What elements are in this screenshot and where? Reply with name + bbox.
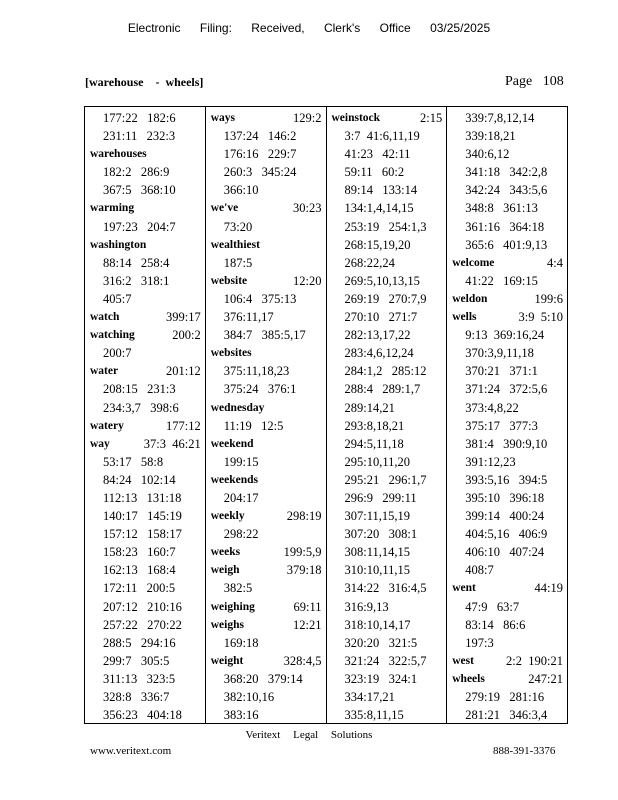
word-index-table <box>84 106 568 724</box>
index-ref-line: 320:20 321:5 <box>344 635 418 650</box>
index-first-ref: 199:6 <box>534 291 563 306</box>
index-ref-line: 318:10,14,17 <box>344 617 411 632</box>
index-term-line <box>90 435 205 453</box>
index-ref-line: 375:24 376:1 <box>223 382 297 397</box>
index-term-line <box>211 598 326 616</box>
index-term: weighs <box>210 618 244 631</box>
index-ref-line: 288:4 289:1,7 <box>344 382 421 397</box>
index-first-ref <box>258 471 325 489</box>
index-term-line <box>452 290 567 308</box>
index-ref-line: 207:12 210:16 <box>103 599 182 614</box>
index-ref-line: 200:7 <box>103 346 132 361</box>
index-ref-line: 88:14 258:4 <box>103 255 170 270</box>
index-ref-line: 370:3,9,11,18 <box>465 346 534 361</box>
index-ref-line: 47:9 63:7 <box>465 599 520 614</box>
filing-word: Electronic <box>127 21 181 35</box>
index-ref-line: 284:1,2 285:12 <box>344 364 427 379</box>
index-first-ref: 12:21 <box>293 617 322 632</box>
index-term: west <box>452 654 474 667</box>
filing-word: Received, <box>251 21 305 35</box>
index-term: went <box>452 582 476 595</box>
index-ref-line: 269:5,10,13,15 <box>344 273 420 288</box>
index-term-line <box>452 579 567 597</box>
index-ref-line: 169:18 <box>223 635 259 650</box>
index-term: ways <box>210 112 236 124</box>
index-ref-line: 182:2 286:9 <box>103 165 170 180</box>
index-ref-line: 89:14 133:14 <box>344 183 418 198</box>
index-ref-line: 172:11 200:5 <box>103 581 176 596</box>
index-first-ref: 30:23 <box>293 201 322 216</box>
index-first-ref: 2:2 190:21 <box>506 653 563 668</box>
index-ref-line: 341:18 342:2,8 <box>465 165 548 180</box>
index-first-ref: 44:19 <box>534 581 563 596</box>
index-ref-line: 187:5 <box>223 255 253 270</box>
index-ref-line: 323:19 324:1 <box>344 671 418 686</box>
index-ref-line: 197:3 <box>465 635 494 650</box>
index-ref-line: 283:4,6,12,24 <box>344 346 414 361</box>
index-ref-line: 404:5,16 406:9 <box>465 527 548 542</box>
index-ref-line: 162:13 168:4 <box>103 563 176 578</box>
index-first-ref: 379:18 <box>286 563 322 578</box>
index-term-line <box>90 417 205 435</box>
index-term-line <box>211 344 326 362</box>
index-ref-line: 282:13,17,22 <box>344 328 411 343</box>
index-term-line <box>211 199 326 217</box>
index-term-line <box>211 543 326 561</box>
index-first-ref: 69:11 <box>293 599 322 614</box>
index-term-line <box>211 561 326 579</box>
index-ref-line: 157:12 158:17 <box>103 527 182 542</box>
index-ref-line: 208:15 231:3 <box>103 382 176 397</box>
index-ref-line: 281:21 346:3,4 <box>465 708 548 723</box>
index-ref-line: 137:24 146:2 <box>223 129 297 144</box>
index-ref-line: 307:20 308:1 <box>344 527 418 542</box>
index-ref-line: 253:19 254:1,3 <box>344 219 427 234</box>
index-ref-line: 371:24 372:5,6 <box>465 382 548 397</box>
index-ref-line: 406:10 407:24 <box>465 545 545 560</box>
index-ref-line: 260:3 345:24 <box>223 165 297 180</box>
index-term: warming <box>90 202 135 215</box>
index-ref-line: 11:19 12:5 <box>223 418 284 433</box>
index-ref-line: 375:17 377:3 <box>465 418 538 433</box>
index-term: weighing <box>210 600 255 613</box>
index-term: wheels <box>452 672 485 685</box>
index-first-ref: 37:3 46:21 <box>143 436 201 451</box>
index-term-line <box>90 362 205 380</box>
index-term: watch <box>90 311 120 324</box>
index-ref-line: 408:7 <box>465 563 494 578</box>
index-first-ref <box>252 344 326 362</box>
index-ref-line: 231:11 232:3 <box>103 129 176 144</box>
index-ref-line: 269:19 270:7,9 <box>344 291 427 306</box>
index-ref-line: 373:4,8,22 <box>465 400 519 415</box>
filing-word: Office <box>379 21 411 35</box>
index-term: way <box>90 437 110 450</box>
index-ref-line: 384:7 385:5,17 <box>223 328 306 343</box>
index-ref-line: 366:10 <box>223 183 259 198</box>
index-term: weldon <box>452 292 488 305</box>
index-term-line <box>211 435 326 453</box>
index-term: website <box>210 274 248 287</box>
index-ref-line: 321:24 322:5,7 <box>344 653 427 668</box>
index-term-line <box>211 652 326 670</box>
index-ref-line: 339:18,21 <box>465 129 516 144</box>
index-ref-line: 391:12,23 <box>465 454 516 469</box>
index-ref-line: 348:8 361:13 <box>465 201 538 216</box>
index-ref-line: 3:7 41:6,11,19 <box>344 129 420 144</box>
index-ref-line: 299:7 305:5 <box>103 653 170 668</box>
index-first-ref: 12:20 <box>293 273 322 288</box>
index-ref-line: 340:6,12 <box>465 147 510 162</box>
index-ref-line: 295:21 296:1,7 <box>344 472 427 487</box>
index-ref-line: 383:16 <box>223 708 259 723</box>
index-ref-line: 395:10 396:18 <box>465 490 545 505</box>
index-term: weekends <box>210 473 259 486</box>
index-ref-line: 361:16 364:18 <box>465 219 545 234</box>
index-ref-line: 257:22 270:22 <box>103 617 182 632</box>
index-first-ref <box>260 236 326 254</box>
filing-word: Clerk's <box>323 21 361 35</box>
index-first-ref <box>254 435 326 453</box>
index-ref-line: 293:8,18,21 <box>344 418 405 433</box>
index-ref-line: 367:5 368:10 <box>103 183 176 198</box>
index-ref-line: 393:5,16 394:5 <box>465 472 548 487</box>
index-ref-line: 399:14 400:24 <box>465 509 545 524</box>
filing-word: Filing: <box>199 21 232 35</box>
index-ref-line: 204:17 <box>223 490 259 505</box>
index-ref-line: 295:10,11,20 <box>344 454 411 469</box>
index-term: weekend <box>210 437 254 450</box>
index-ref-line: 279:19 281:16 <box>465 690 545 704</box>
index-ref-line: 83:14 86:6 <box>465 617 526 632</box>
index-ref-line: 316:9,13 <box>344 599 389 614</box>
index-ref-line: 234:3,7 398:6 <box>103 400 179 415</box>
index-ref-line: 334:17,21 <box>344 690 395 704</box>
index-term: welcome <box>452 256 495 269</box>
index-term: wells <box>452 311 477 324</box>
index-term-line <box>332 109 447 127</box>
index-ref-line: 368:20 379:14 <box>223 671 303 686</box>
index-term-line <box>211 471 326 489</box>
index-column <box>85 107 206 723</box>
index-first-ref: 199:5,9 <box>283 545 322 560</box>
index-first-ref: 2:15 <box>420 111 443 125</box>
index-ref-line: 268:15,19,20 <box>344 237 411 252</box>
index-ref-line: 134:1,4,14,15 <box>344 201 414 216</box>
index-term-line <box>452 670 567 688</box>
index-term: warehouses <box>90 148 147 161</box>
index-term: water <box>90 365 119 378</box>
index-term: wednesday <box>210 401 265 414</box>
index-first-ref <box>134 199 205 217</box>
footer-company <box>0 729 618 741</box>
index-term: weinstock <box>331 112 381 124</box>
index-term-line <box>211 272 326 290</box>
index-ref-line: 382:5 <box>223 581 253 596</box>
index-term-line <box>90 199 205 217</box>
index-ref-line: 140:17 145:19 <box>103 509 182 524</box>
index-term: we've <box>210 202 239 215</box>
footer-word: Solutions <box>330 729 373 741</box>
index-term-line <box>211 507 326 525</box>
index-term-line <box>211 236 326 254</box>
index-ref-line: 381:4 390:9,10 <box>465 436 548 451</box>
index-term-line <box>90 145 205 163</box>
index-ref-line: 288:5 294:16 <box>103 635 176 650</box>
footer-website: www.veritext.com <box>90 745 172 757</box>
index-ref-line: 314:22 316:4,5 <box>344 581 427 596</box>
index-first-ref: 129:2 <box>293 111 322 125</box>
index-first-ref: 247:21 <box>528 671 563 686</box>
index-term: watching <box>90 329 135 342</box>
index-term-line <box>452 652 567 670</box>
index-term-line <box>90 308 205 326</box>
index-ref-line: 316:2 318:1 <box>103 273 170 288</box>
index-ref-line: 9:13 369:16,24 <box>465 328 545 343</box>
index-column <box>447 107 567 723</box>
index-ref-line: 296:9 299:11 <box>344 490 417 505</box>
index-term: wealthiest <box>210 238 260 251</box>
index-ref-line: 365:6 401:9,13 <box>465 237 548 252</box>
footer-word: Legal <box>293 729 319 741</box>
electronic-filing-stamp <box>0 21 618 35</box>
index-term-line <box>211 616 326 634</box>
index-column <box>206 107 327 723</box>
index-column <box>327 107 448 723</box>
index-term-line <box>90 326 205 344</box>
footer-word: Veritext <box>245 729 281 741</box>
index-ref-line: 294:5,11,18 <box>344 436 404 451</box>
index-term: washington <box>90 238 147 251</box>
index-ref-line: 376:11,17 <box>223 310 274 325</box>
index-term: weekly <box>210 510 245 523</box>
index-term-line <box>452 254 567 272</box>
index-ref-line: 308:11,14,15 <box>344 545 411 560</box>
index-ref-line: 335:8,11,15 <box>344 708 404 723</box>
index-ref-line: 73:20 <box>223 219 253 234</box>
index-ref-line: 158:23 160:7 <box>103 545 176 560</box>
index-first-ref: 201:12 <box>166 364 201 379</box>
index-term: weight <box>210 654 244 667</box>
index-ref-line: 270:10 271:7 <box>344 310 418 325</box>
index-term-line <box>211 109 326 127</box>
index-ref-line: 289:14,21 <box>344 400 395 415</box>
index-first-ref: 3:9 5:10 <box>518 310 563 325</box>
index-term-line <box>452 308 567 326</box>
index-first-ref: 399:17 <box>166 310 201 325</box>
index-ref-line: 84:24 102:14 <box>103 472 176 487</box>
index-ref-line: 41:23 42:11 <box>344 147 411 162</box>
index-ref-line: 370:21 371:1 <box>465 364 538 379</box>
index-ref-line: 53:17 58:8 <box>103 454 164 469</box>
index-first-ref: 328:4,5 <box>283 653 322 668</box>
index-first-ref: 177:12 <box>166 418 201 433</box>
index-first-ref <box>264 399 325 417</box>
index-ref-line: 356:23 404:18 <box>103 708 182 723</box>
index-ref-line: 176:16 229:7 <box>223 147 297 162</box>
index-first-ref <box>147 145 205 163</box>
page-number: Page 108 <box>505 74 564 89</box>
index-term-line <box>211 399 326 417</box>
index-ref-line: 339:7,8,12,14 <box>465 111 535 125</box>
index-term-line <box>90 236 205 254</box>
index-ref-line: 112:13 131:18 <box>103 490 182 505</box>
index-ref-line: 268:22,24 <box>344 255 395 270</box>
index-ref-line: 307:11,15,19 <box>344 509 411 524</box>
index-ref-line: 199:15 <box>223 454 259 469</box>
index-first-ref <box>146 236 205 254</box>
index-term: weigh <box>210 564 240 577</box>
index-ref-line: 342:24 343:5,6 <box>465 183 548 198</box>
index-ref-line: 197:23 204:7 <box>103 219 176 234</box>
index-ref-line: 375:11,18,23 <box>223 364 290 379</box>
index-ref-line: 382:10,16 <box>223 690 275 704</box>
index-ref-line: 106:4 375:13 <box>223 291 297 306</box>
index-first-ref: 200:2 <box>172 328 201 343</box>
index-first-ref: 298:19 <box>286 509 322 524</box>
index-ref-line: 177:22 182:6 <box>103 111 176 125</box>
footer-phone: 888-391-3376 <box>493 745 556 757</box>
index-term: websites <box>210 347 252 360</box>
index-ref-line: 328:8 336:7 <box>103 690 170 704</box>
index-ref-line: 405:7 <box>103 291 132 306</box>
index-ref-line: 311:13 323:5 <box>103 671 176 686</box>
index-first-ref: 4:4 <box>547 255 563 270</box>
index-ref-line: 59:11 60:2 <box>344 165 405 180</box>
index-term: weeks <box>210 546 241 559</box>
index-ref-line: 298:22 <box>223 527 259 542</box>
index-term: watery <box>90 419 124 432</box>
index-ref-line: 310:10,11,15 <box>344 563 411 578</box>
filing-date: 03/25/2025 <box>430 21 491 35</box>
index-range: [warehouse - wheels] <box>85 75 204 89</box>
index-ref-line: 41:22 169:15 <box>465 273 538 288</box>
